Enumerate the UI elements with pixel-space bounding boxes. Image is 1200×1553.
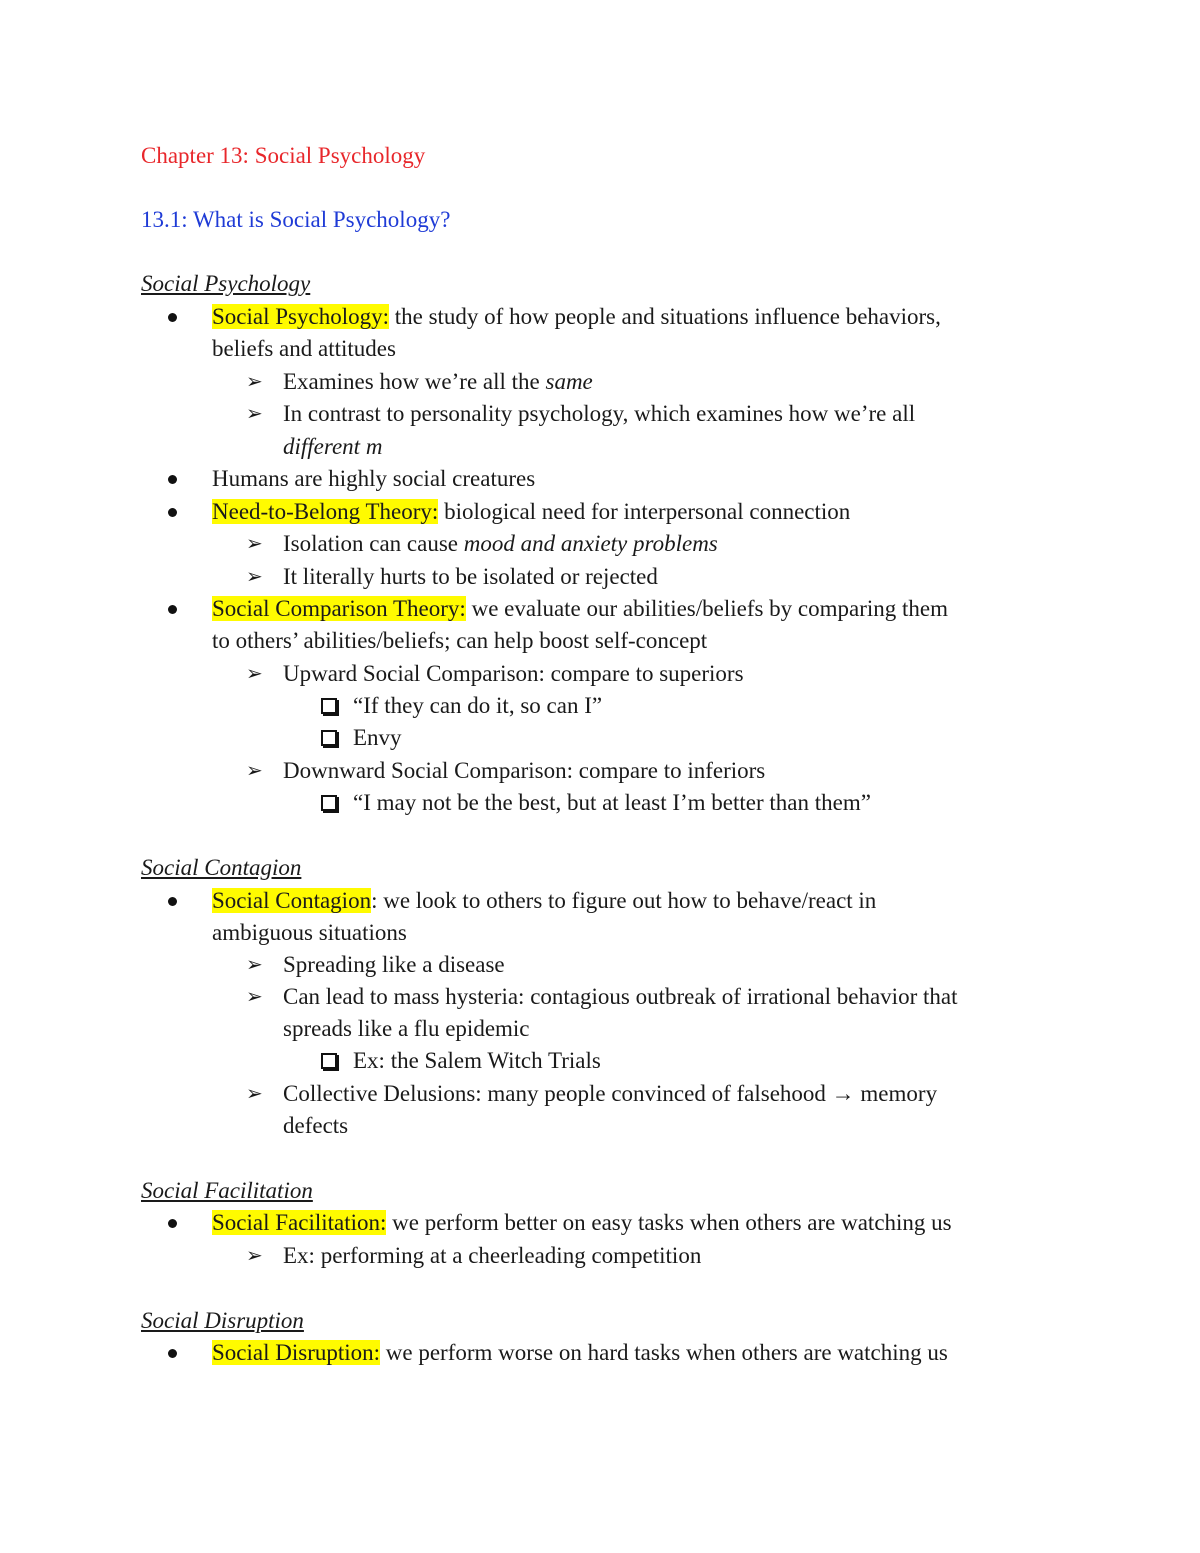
checkbox-icon: [321, 787, 337, 819]
list-item: Humans are highly social creatures: [212, 466, 536, 491]
heading-social-psychology: Social Psychology: [141, 271, 311, 296]
list-item-continuation: different m: [283, 434, 383, 459]
arrowhead-icon: ➢: [246, 533, 263, 555]
arrowhead-icon: ➢: [246, 403, 263, 425]
arrowhead-icon: ➢: [246, 760, 263, 782]
checkbox-icon: [321, 722, 337, 754]
heading-social-facilitation: Social Facilitation: [141, 1178, 313, 1203]
definition-continuation: to others’ abilities/beliefs; can help boost self-concept: [212, 628, 708, 653]
list-item-continuation: defects: [283, 1113, 349, 1138]
checkbox-icon: [321, 1045, 337, 1077]
bullet-dot-icon: [168, 301, 190, 333]
arrowhead-icon: ➢: [246, 986, 263, 1008]
list-item: Spreading like a disease: [283, 952, 505, 977]
definition-social-psychology: Social Psychology: the study of how people and situations influence behaviors,: [212, 304, 941, 329]
term-social-facilitation: Social Facilitation:: [212, 1210, 387, 1235]
definition-continuation: beliefs and attitudes: [212, 336, 396, 361]
term-need-to-belong: Need-to-Belong Theory:: [212, 499, 439, 524]
definition-need-to-belong: Need-to-Belong Theory: biological need for interpersonal connection: [212, 499, 851, 524]
arrowhead-icon: ➢: [246, 954, 263, 976]
list-item: Downward Social Comparison: compare to inferiors: [283, 758, 766, 783]
list-item: It literally hurts to be isolated or rejected: [283, 564, 658, 589]
list-item: “I may not be the best, but at least I’m better than them”: [353, 790, 871, 815]
definition-continuation: ambiguous situations: [212, 920, 407, 945]
list-item: In contrast to personality psychology, which examines how we’re all: [283, 401, 916, 426]
list-item: “If they can do it, so can I”: [353, 693, 603, 718]
list-item: Collective Delusions: many people convinced of falsehood → memory: [283, 1081, 938, 1106]
list-item-continuation: spreads like a flu epidemic: [283, 1016, 530, 1041]
bullet-dot-icon: [168, 463, 190, 495]
arrowhead-icon: ➢: [246, 1245, 263, 1267]
term-social-contagion: Social Contagion: [212, 888, 372, 913]
arrowhead-icon: ➢: [246, 663, 263, 685]
heading-social-contagion: Social Contagion: [141, 855, 302, 880]
definition-social-contagion: Social Contagion: we look to others to figure out how to behave/react in: [212, 888, 877, 913]
bullet-dot-icon: [168, 1207, 190, 1239]
term-social-psychology: Social Psychology:: [212, 304, 389, 329]
definition-social-disruption: Social Disruption: we perform worse on hard tasks when others are watching us: [212, 1340, 948, 1365]
definition-social-comparison: Social Comparison Theory: we evaluate our abilities/beliefs by comparing them: [212, 596, 949, 621]
arrowhead-icon: ➢: [246, 566, 263, 588]
chapter-title: Chapter 13: Social Psychology: [141, 143, 426, 168]
list-item: Can lead to mass hysteria: contagious outbreak of irrational behavior that: [283, 984, 958, 1009]
term-social-comparison: Social Comparison Theory:: [212, 596, 466, 621]
definition-social-facilitation: Social Facilitation: we perform better on easy tasks when others are watching us: [212, 1210, 952, 1235]
list-item: Ex: performing at a cheerleading competition: [283, 1243, 702, 1268]
bullet-dot-icon: [168, 885, 190, 917]
bullet-dot-icon: [168, 593, 190, 625]
section-title: 13.1: What is Social Psychology?: [141, 207, 451, 232]
list-item: Examines how we’re all the same: [283, 369, 593, 394]
list-item: Ex: the Salem Witch Trials: [353, 1048, 601, 1073]
heading-social-disruption: Social Disruption: [141, 1308, 304, 1333]
bullet-dot-icon: [168, 1337, 190, 1369]
list-item: Isolation can cause mood and anxiety problems: [283, 531, 718, 556]
bullet-dot-icon: [168, 496, 190, 528]
checkbox-icon: [321, 690, 337, 722]
term-social-disruption: Social Disruption:: [212, 1340, 381, 1365]
list-item: Upward Social Comparison: compare to superiors: [283, 661, 744, 686]
list-item: Envy: [353, 725, 402, 750]
arrowhead-icon: ➢: [246, 371, 263, 393]
arrowhead-icon: ➢: [246, 1083, 263, 1105]
